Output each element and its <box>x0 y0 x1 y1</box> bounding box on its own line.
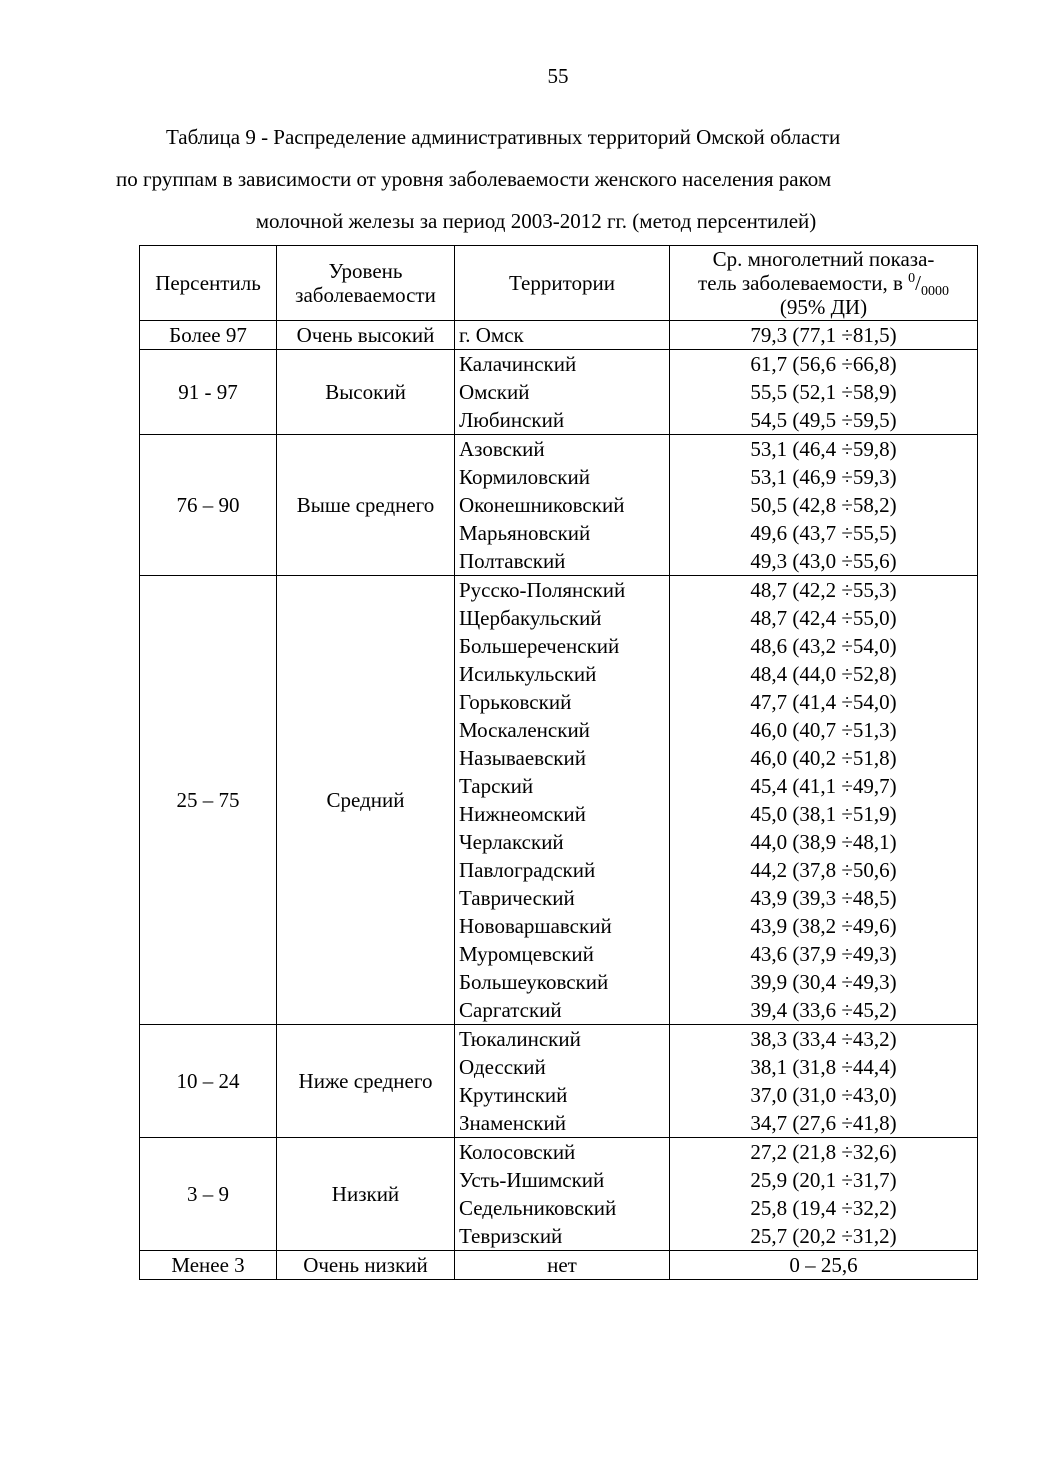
rate-value: 25,7 (20,2 ÷31,2) <box>750 1224 897 1248</box>
territory-name: Усть-Ишимский <box>459 1168 605 1192</box>
rate-value: 55,5 (52,1 ÷58,9) <box>750 380 897 404</box>
territory-name: Тарский <box>459 774 534 798</box>
rate-value: 53,1 (46,9 ÷59,3) <box>750 465 897 489</box>
territory-name: Щербакульский <box>459 606 602 630</box>
table-row <box>140 350 978 435</box>
rate-value: 37,0 (31,0 ÷43,0) <box>750 1083 897 1107</box>
rate-value: 48,4 (44,0 ÷52,8) <box>750 662 897 686</box>
cell-territories <box>455 1138 670 1251</box>
cell-level: Очень низкий <box>277 1251 455 1280</box>
cell-level: Ниже среднего <box>277 1025 455 1138</box>
rate-value: 47,7 (41,4 ÷54,0) <box>750 690 897 714</box>
header-rate-line-2-text: тель заболеваемости, в <box>698 271 909 295</box>
territory-name: Оконешниковский <box>459 493 625 517</box>
cell-territories <box>455 321 670 350</box>
rate-value: 50,5 (42,8 ÷58,2) <box>750 493 897 517</box>
territory-name: Горьковский <box>459 690 572 714</box>
rate-value: 79,3 (77,1 ÷81,5) <box>750 323 897 347</box>
territory-name: Большереченский <box>459 634 620 658</box>
territory-name: Нижнеомский <box>459 802 586 826</box>
cell-level: Высокий <box>277 350 455 435</box>
rate-value: 48,7 (42,4 ÷55,0) <box>750 606 897 630</box>
rate-value: 53,1 (46,4 ÷59,8) <box>750 437 897 461</box>
rate-value: 43,9 (38,2 ÷49,6) <box>750 914 897 938</box>
cell-rates <box>670 350 978 435</box>
rate-value: 25,9 (20,1 ÷31,7) <box>750 1168 897 1192</box>
cell-territories <box>455 1025 670 1138</box>
table-body <box>140 321 978 1280</box>
rate-value: 43,9 (39,3 ÷48,5) <box>750 886 897 910</box>
territory-name: Большеуковский <box>459 970 609 994</box>
rate-value: 48,7 (42,2 ÷55,3) <box>750 578 897 602</box>
rate-value: 38,1 (31,8 ÷44,4) <box>750 1055 897 1079</box>
rate-unit-slash: / <box>915 271 921 295</box>
territory-name: Черлакский <box>459 830 564 854</box>
territory-name: Полтавский <box>459 549 566 573</box>
cell-rates <box>670 1251 978 1280</box>
header-rate-line-2 <box>674 271 973 300</box>
header-percentile: Персентиль <box>140 246 277 321</box>
cell-territories <box>455 1251 670 1280</box>
cell-territories <box>455 576 670 1025</box>
cell-level: Выше среднего <box>277 435 455 576</box>
header-row <box>140 246 978 321</box>
cell-percentile: 25 – 75 <box>140 576 277 1025</box>
cell-percentile: Менее 3 <box>140 1251 277 1280</box>
territory-name: Павлоградский <box>459 858 596 882</box>
cell-percentile: 76 – 90 <box>140 435 277 576</box>
header-rate-line-1: Ср. многолетний показа- <box>712 247 935 271</box>
header-level <box>277 246 455 321</box>
cell-percentile: 91 - 97 <box>140 350 277 435</box>
table-row <box>140 576 978 1025</box>
territory-name: нет <box>547 1253 577 1277</box>
rate-value: 39,9 (30,4 ÷49,3) <box>750 970 897 994</box>
cell-rates <box>670 1138 978 1251</box>
territory-name: Называевский <box>459 746 586 770</box>
rate-value: 49,6 (43,7 ÷55,5) <box>750 521 897 545</box>
header-rate-line-3: (95% ДИ) <box>779 295 868 319</box>
table-row <box>140 1025 978 1138</box>
rate-value: 54,5 (49,5 ÷59,5) <box>750 408 897 432</box>
rate-value: 46,0 (40,7 ÷51,3) <box>750 718 897 742</box>
rate-unit-sup: 0 <box>908 271 916 286</box>
territory-name: Москаленский <box>459 718 590 742</box>
cell-percentile: 3 – 9 <box>140 1138 277 1251</box>
territory-name: Калачинский <box>459 352 577 376</box>
cell-level: Очень высокий <box>277 321 455 350</box>
rate-value: 0 – 25,6 <box>789 1253 858 1277</box>
rate-value: 45,4 (41,1 ÷49,7) <box>750 774 897 798</box>
rate-value: 27,2 (21,8 ÷32,6) <box>750 1140 897 1164</box>
cell-rates <box>670 576 978 1025</box>
caption-line-3: молочной железы за период 2003-2012 гг. (метод персентилей) <box>255 209 817 233</box>
territory-name: Таврический <box>459 886 575 910</box>
rate-unit-sub: 0000 <box>920 284 949 300</box>
table-row <box>140 1251 978 1280</box>
rate-value: 44,0 (38,9 ÷48,1) <box>750 830 897 854</box>
cell-rates <box>670 321 978 350</box>
table-row <box>140 435 978 576</box>
territory-name: Знаменский <box>459 1111 566 1135</box>
caption-line-2: по группам в зависимости от уровня заболеваемости женского населения раком <box>116 167 832 191</box>
territory-name: Нововаршавский <box>459 914 612 938</box>
rate-value: 34,7 (27,6 ÷41,8) <box>750 1111 897 1135</box>
table-caption <box>116 116 956 242</box>
cell-rates <box>670 1025 978 1138</box>
cell-territories <box>455 435 670 576</box>
rate-value: 46,0 (40,2 ÷51,8) <box>750 746 897 770</box>
rate-value: 25,8 (19,4 ÷32,2) <box>750 1196 897 1220</box>
cell-percentile: Более 97 <box>140 321 277 350</box>
territory-name: Крутинский <box>459 1083 568 1107</box>
header-level-line-2: заболеваемости <box>295 283 436 307</box>
territory-name: Тевризский <box>459 1224 563 1248</box>
territory-name: Колосовский <box>459 1140 576 1164</box>
territory-name: Одесский <box>459 1055 546 1079</box>
territory-name: Тюкалинский <box>459 1027 581 1051</box>
rate-value: 45,0 (38,1 ÷51,9) <box>750 802 897 826</box>
rate-value: 39,4 (33,6 ÷45,2) <box>750 998 897 1022</box>
territory-name: Кормиловский <box>459 465 590 489</box>
territory-name: Азовский <box>459 437 545 461</box>
cell-level: Низкий <box>277 1138 455 1251</box>
territory-name: Омский <box>459 380 530 404</box>
cell-level: Средний <box>277 576 455 1025</box>
territory-name: Любинский <box>459 408 565 432</box>
rate-value: 49,3 (43,0 ÷55,6) <box>750 549 897 573</box>
incidence-table <box>139 245 978 1280</box>
territory-name: Саргатский <box>459 998 562 1022</box>
caption-line-1: Таблица 9 - Распределение административных территорий Омской области <box>166 125 841 149</box>
table-row <box>140 1138 978 1251</box>
territory-name: Марьяновский <box>459 521 591 545</box>
rate-value: 38,3 (33,4 ÷43,2) <box>750 1027 897 1051</box>
rate-value: 43,6 (37,9 ÷49,3) <box>750 942 897 966</box>
table-header <box>140 246 978 321</box>
rate-value: 44,2 (37,8 ÷50,6) <box>750 858 897 882</box>
territory-name: г. Омск <box>459 323 524 347</box>
cell-territories <box>455 350 670 435</box>
table-row <box>140 321 978 350</box>
cell-percentile: 10 – 24 <box>140 1025 277 1138</box>
territory-name: Русско-Полянский <box>459 578 626 602</box>
cell-rates <box>670 435 978 576</box>
rate-value: 61,7 (56,6 ÷66,8) <box>750 352 897 376</box>
territory-name: Исилькульский <box>459 662 597 686</box>
rate-value: 48,6 (43,2 ÷54,0) <box>750 634 897 658</box>
header-rate <box>670 246 978 321</box>
page-number: 55 <box>547 64 569 88</box>
header-level-line-1: Уровень <box>328 259 403 283</box>
territory-name: Муромцевский <box>459 942 594 966</box>
territory-name: Седельниковский <box>459 1196 617 1220</box>
header-territories: Территории <box>455 246 670 321</box>
